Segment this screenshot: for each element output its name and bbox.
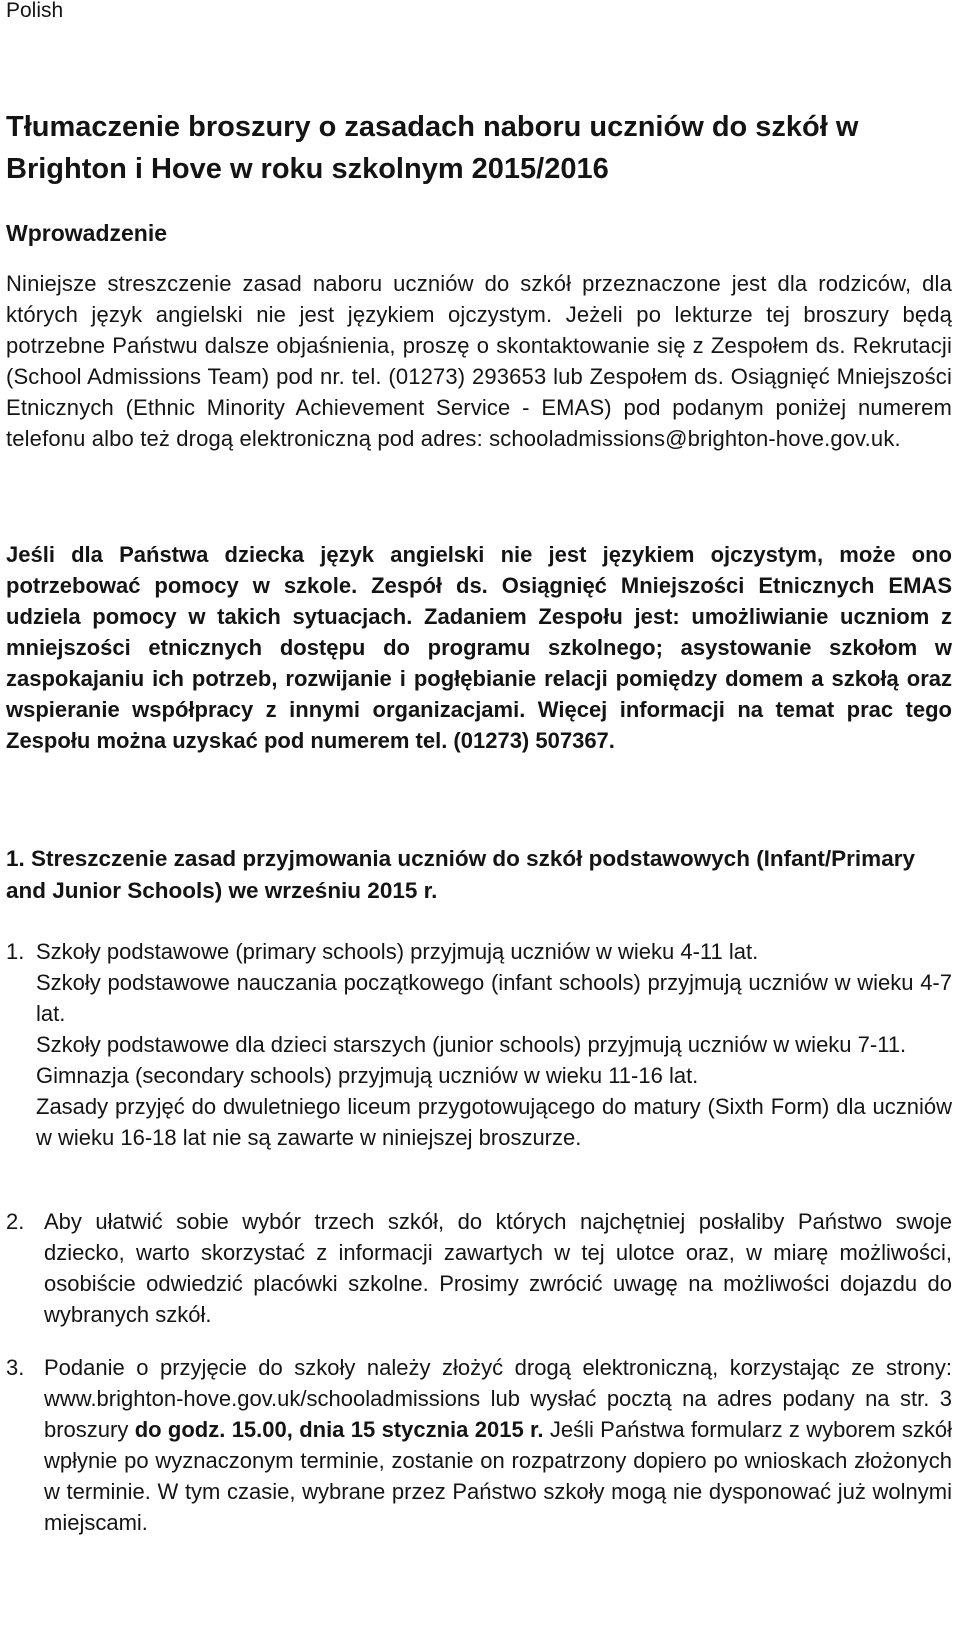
intro-paragraph: Niniejsze streszczenie zasad naboru uczniów do szkół przeznaczone jest dla rodziców, dla których język angielski nie jest językiem ojczystym. Jeżeli po lekturze tej broszury będą potrzebne Państwu dalsze objaśnienia, proszę o skontaktowanie się z Zespołem ds. Rekrutacji (School Admissions Team) pod nr. tel. (01273) 293653 lub Zespołem ds. Osiągnięć Mniejszości Etnicznych (Ethnic Minority Achievement Service - EMAS) pod podanym poniżej numerem telefonu albo też drogą elektroniczną pod adres: schooladmissions@brighton-hove.gov.uk. xyxy=(6,271,952,451)
emas-paragraph: Jeśli dla Państwa dziecka język angielski nie jest językiem ojczystym, może ono potrzebować pomocy w szkole. Zespół ds. Osiągnięć Mniejszości Etnicznych EMAS udziela pomocy w takich sytuacjach. Zadaniem Zespołu jest: umożliwianie uczniom z mniejszości etnicznych dostępu do programu szkolnego; asystowanie szkołom w zaspokajaniu ich potrzeb, rozwijanie i pogłębianie relacji pomiędzy domem a szkołą oraz wspieranie współpracy z innymi organizacjami. Więcej informacji na temat prac tego Zespołu można uzyskać pod numerem tel. (01273) 507367. xyxy=(6,542,952,753)
document-title: Tłumaczenie broszury o zasadach naboru uczniów do szkół w Brighton i Hove w roku szkolnym 2015/2016 xyxy=(6,111,859,185)
list-item-line: Szkoły podstawowe dla dzieci starszych (junior schools) przyjmują uczniów w wieku 7-11. xyxy=(36,1032,907,1057)
list-item xyxy=(6,1352,952,1538)
list-item-number: 2. xyxy=(6,1209,25,1234)
list-item-body xyxy=(6,1352,952,1538)
list-item-number: 3. xyxy=(6,1355,25,1380)
list-item-line: Szkoły podstawowe nauczania początkowego (infant schools) przyjmują uczniów w wieku 4-7 lat. xyxy=(36,970,952,1026)
list-item-text: Podanie o przyjęcie do szkoły należy złożyć drogą elektroniczną, korzystając ze strony: www.brighton-hove.gov.uk/schooladmissions lub wysłać pocztą na adres podany na str. 3 broszury xyxy=(44,1355,952,1442)
list-item-text: Jeśli Państwa formularz z wyborem szkół wpłynie po wyznaczonym terminie, zostanie on rozpatrzony dopiero po wnioskach złożonych w terminie. W tym czasie, wybrane przez Państwo szkoły mogą nie dysponować już wolnymi miejscami. xyxy=(44,1417,952,1535)
list-item-number: 1. xyxy=(6,939,25,964)
deadline-text: do godz. 15.00, dnia 15 stycznia 2015 r. xyxy=(134,1417,544,1442)
list-item-line: Szkoły podstawowe (primary schools) przyjmują uczniów w wieku 4-11 lat. xyxy=(36,939,759,964)
language-label: Polish xyxy=(6,0,64,22)
intro-heading: Wprowadzenie xyxy=(6,220,168,246)
list-item-line: Gimnazja (secondary schools) przyjmują uczniów w wieku 11-16 lat. xyxy=(36,1063,699,1088)
list-item xyxy=(6,1206,952,1330)
list-item-body xyxy=(6,936,952,1153)
list-item xyxy=(6,936,952,1153)
list-item-line: Zasady przyjęć do dwuletniego liceum przygotowującego do matury (Sixth Form) dla uczniów w wieku 16-18 lat nie są zawarte w niniejszej broszurze. xyxy=(36,1094,952,1150)
section-heading: 1. Streszczenie zasad przyjmowania uczniów do szkół podstawowych (Infant/Primary and Junior Schools) we wrześniu 2015 r. xyxy=(6,846,915,903)
list-item-text: Aby ułatwić sobie wybór trzech szkół, do których najchętniej posłaliby Państwo swoje dziecko, warto skorzystać z informacji zawartych w tej ulotce oraz, w miarę możliwości, osobiście odwiedzić placówki szkolne. Prosimy zwrócić uwagę na możliwości dojazdu do wybranych szkół. xyxy=(44,1209,952,1327)
